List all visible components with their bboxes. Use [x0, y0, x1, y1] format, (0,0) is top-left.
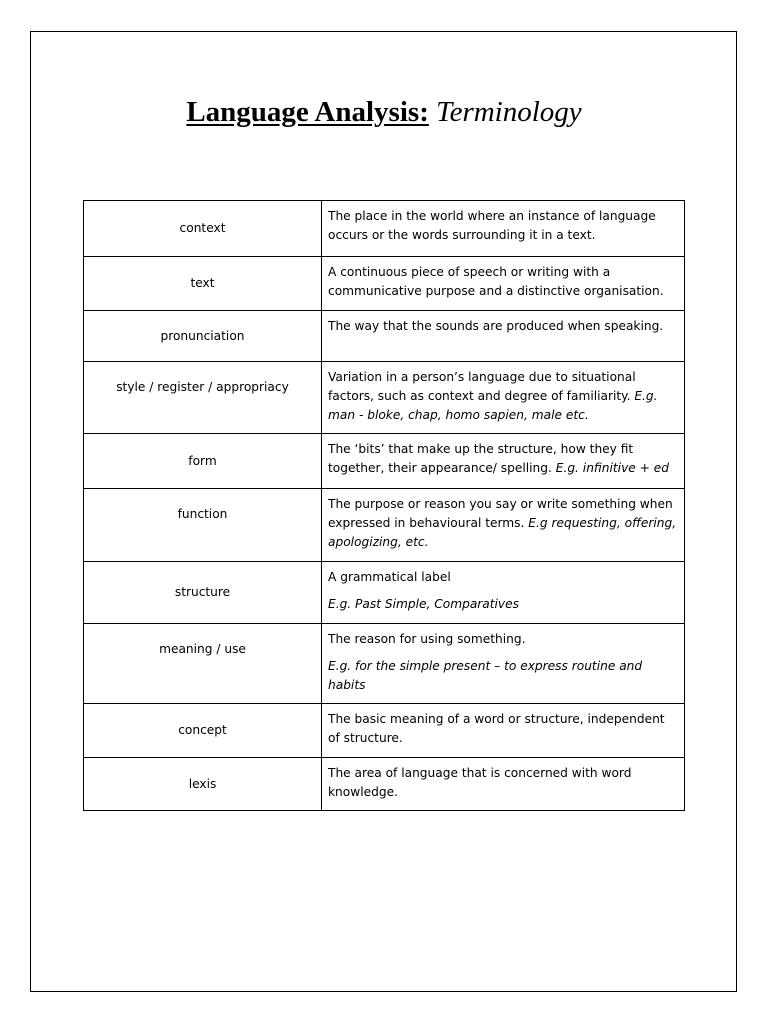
definition-cell [322, 311, 685, 362]
title-main: Language Analysis: [186, 96, 429, 128]
definition-text: The basic meaning of a word or structure, independent of structure. [328, 712, 665, 745]
definition-text: A grammatical label [328, 570, 451, 584]
definition-text: The purpose or reason you say or write something when expressed in behavioural terms. [328, 497, 673, 530]
table-row [84, 624, 685, 704]
table-row [84, 489, 685, 562]
definition-text: The way that the sounds are produced when speaking. [328, 319, 664, 333]
term-cell: meaning / use [84, 624, 322, 704]
term-cell: form [84, 434, 322, 489]
table-row [84, 311, 685, 362]
term-cell: concept [84, 704, 322, 758]
title-sub: Terminology [436, 96, 582, 128]
term-cell: lexis [84, 758, 322, 811]
definition-text: The place in the world where an instance of language occurs or the words surrounding it in a text. [328, 209, 656, 242]
term-cell: pronunciation [84, 311, 322, 362]
definition-text: The area of language that is concerned with word knowledge. [328, 766, 632, 799]
definition-cell [322, 758, 685, 811]
definition-text: A continuous piece of speech or writing with a communicative purpose and a distinctive organisation. [328, 265, 664, 298]
definition-text: The ‘bits’ that make up the structure, how they fit together, their appearance/ spelling. [328, 442, 634, 475]
table-row [84, 257, 685, 311]
definition-cell [322, 489, 685, 562]
definition-cell [322, 201, 685, 257]
term-cell: context [84, 201, 322, 257]
definition-cell [322, 624, 685, 704]
definition-cell [322, 257, 685, 311]
page-title [0, 94, 768, 130]
table-row [84, 362, 685, 434]
definition-cell [322, 562, 685, 624]
term-cell: structure [84, 562, 322, 624]
table-row [84, 434, 685, 489]
definition-text: Variation in a person’s language due to situational factors, such as context and degree of familiarity. [328, 370, 636, 403]
table-row [84, 201, 685, 257]
definition-example: E.g. man - bloke, chap, homo sapien, male etc. [328, 389, 658, 422]
definition-cell [322, 434, 685, 489]
term-cell: style / register / appropriacy [84, 362, 322, 434]
table-row [84, 758, 685, 811]
definition-example: E.g. Past Simple, Comparatives [328, 597, 519, 611]
definition-example: E.g requesting, offering, apologizing, etc. [328, 516, 677, 549]
definition-cell [322, 362, 685, 434]
table-row [84, 704, 685, 758]
term-cell: text [84, 257, 322, 311]
definition-text: The reason for using something. [328, 632, 526, 646]
table-row [84, 562, 685, 624]
terminology-table [83, 200, 685, 811]
term-cell: function [84, 489, 322, 562]
definition-example: E.g. infinitive + ed [555, 461, 669, 475]
definition-example: E.g. for the simple present – to express routine and habits [328, 659, 643, 692]
definition-cell [322, 704, 685, 758]
